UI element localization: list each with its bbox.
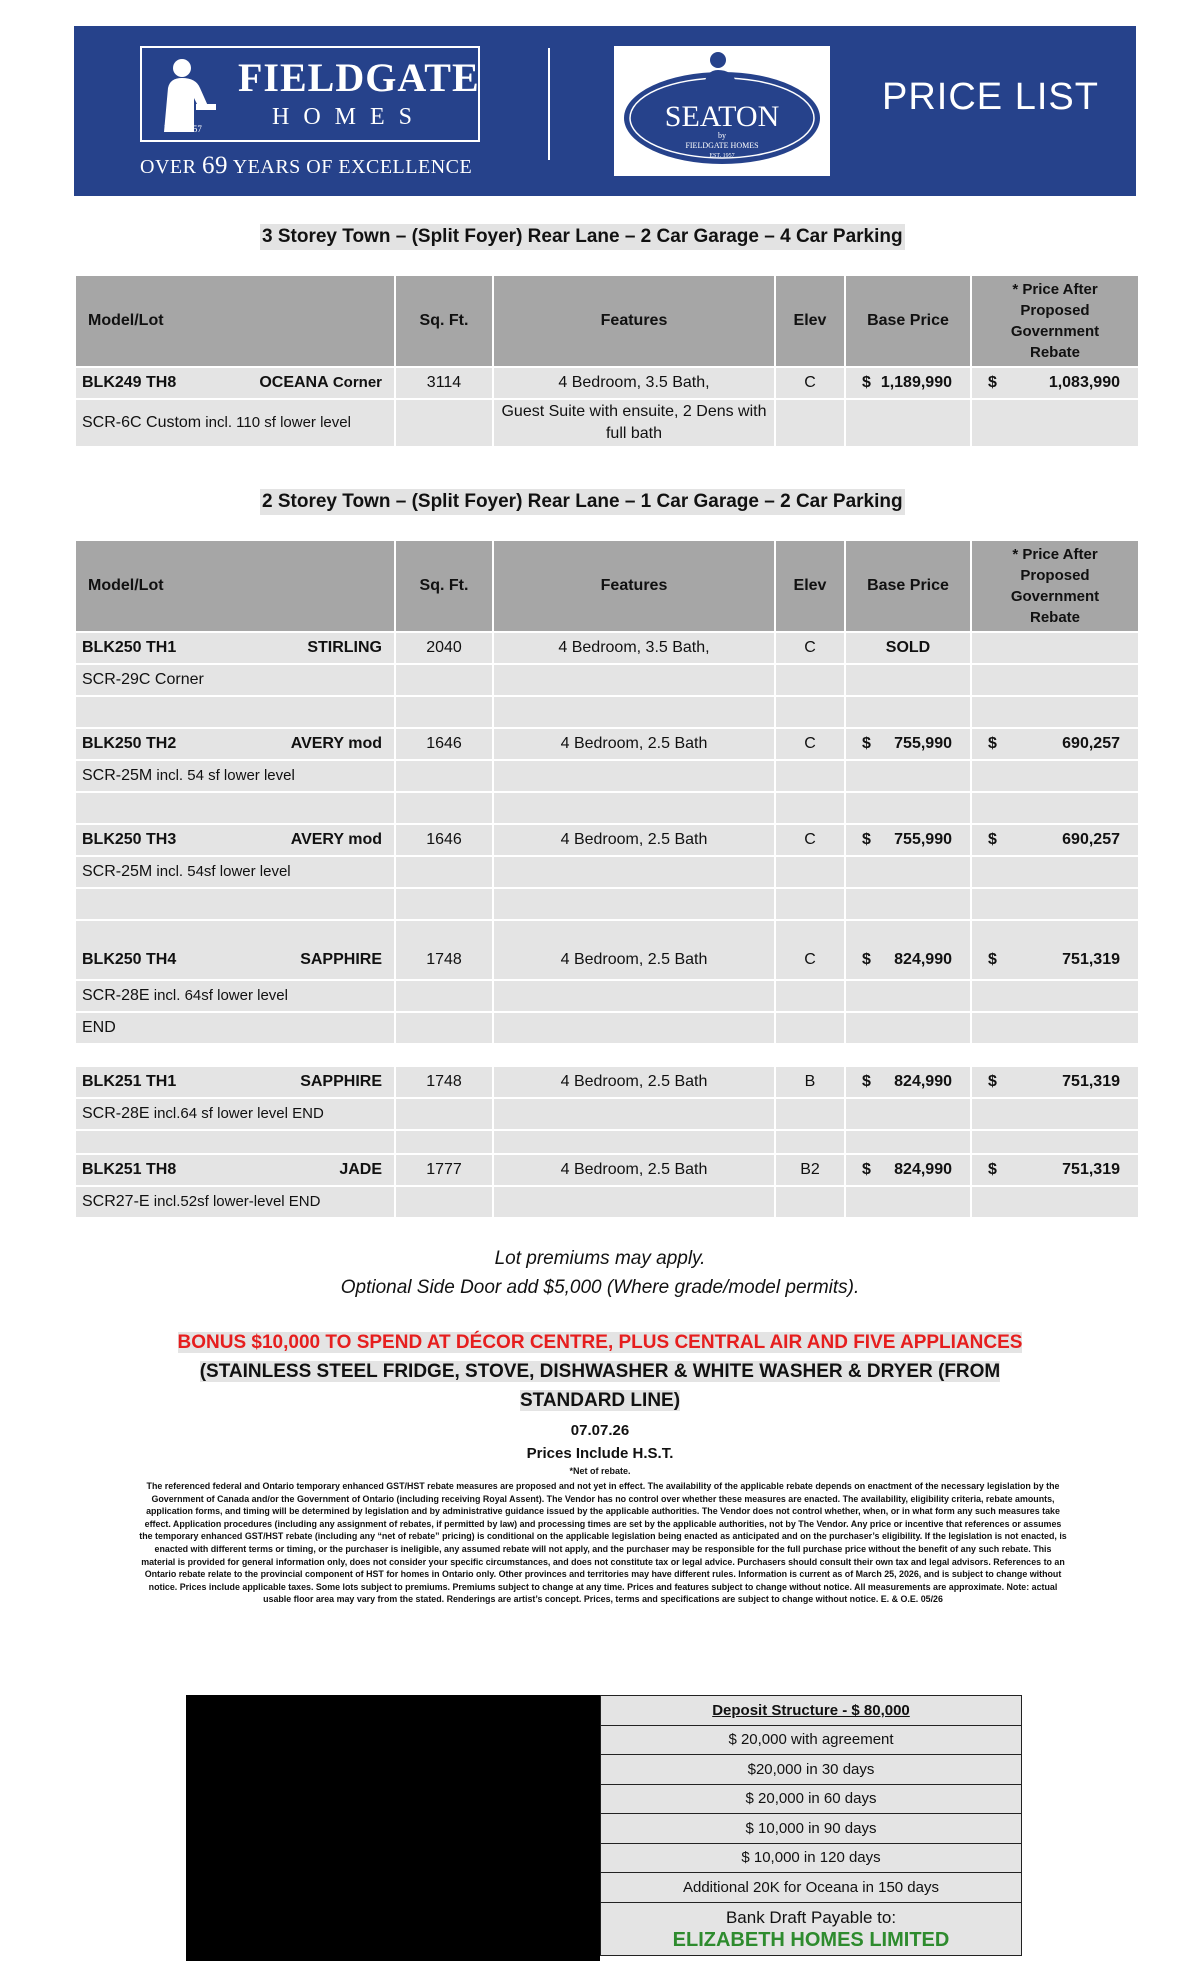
features-value: 4 Bedroom, 2.5 Bath	[494, 921, 774, 979]
sqft-value: 1646	[396, 825, 492, 855]
table-row: BLK250 TH4 SAPPHIRE 1748 4 Bedroom, 2.5 Bath C $ 824,990 $ 751,319	[76, 921, 1138, 979]
model-code: SCR-25M incl. 54 sf lower level	[76, 761, 394, 791]
section1-table	[74, 274, 1140, 448]
bonus-details-line1: (STAINLESS STEEL FRIDGE, STOVE, DISHWASHER & WHITE WASHER & DRYER (FROM	[199, 1361, 1001, 1382]
table-row	[76, 665, 1138, 695]
seaton-by: by	[718, 131, 726, 140]
model-name: SAPPHIRE	[300, 951, 382, 968]
sqft-value: 1748	[396, 1067, 492, 1097]
deposit-title: Deposit Structure - $ 80,000	[601, 1696, 1022, 1726]
legal-disclaimer: The referenced federal and Ontario temporary enhanced GST/HST rebate measures are proposed and not yet in effect. The availability of the applicable rebate depends on enactment of the necessary legislation by the Government of Canada and/or the Government of Ontario (including receiving Royal Assent). The Vendor has no control over whether these measures are enacted. The availability, eligibility criteria, rebate amounts, application forms, and timing will be determined by legislation and by administrative guidance issued by the applicable authorities. The Vendor does not control whether, when, or in what form any such measures take effect. Application procedures (including any assignment of rebates, if permitted by law) and processing times are set by the applicable authorities, not by The Vendor. Any price or incentive that references or assumes the temporary enhanced GST/HST rebate (including any “net of rebate” pricing) is conditional on the applicable legislation being enacted as anticipated and on the purchaser’s eligibility. If the legislation is not enacted, is enacted with different terms or timing, or the purchaser is ineligible, any assumed rebate will not apply, and the purchaser may be responsible for the full purchase price without the benefit of any such rebate. This material is provided for general information only, does not consider your specific circumstances, and does not constitute tax or legal advice. Purchasers should consult their own tax and legal advisors. References to an Ontario rebate relate to the provincial component of HST for homes in Ontario only. Other provinces and territories may have different rules. Information is current as of March 25, 2026, and is subject to change without notice. Prices include applicable taxes. Some lots subject to premiums. Premiums subject to change at any time. Prices and features subject to change without notice. All measurements are approximate. Note: actual usable floor area may vary from the stated. Renderings are artist’s concept. Prices, terms and specifications are subject to change without notice. E. & O.E. 05/26	[139, 1481, 1067, 1605]
col-base-price: Base Price	[846, 276, 970, 366]
lot-premiums-note: Lot premiums may apply.	[494, 1248, 706, 1269]
table-row	[76, 981, 1138, 1011]
col-model-lot: Model/Lot	[76, 276, 394, 366]
base-price: 1,189,990	[880, 374, 952, 391]
rebate-price: 751,319	[1062, 1161, 1120, 1178]
lot-id: BLK251 TH1	[82, 1073, 177, 1090]
seaton-logo	[614, 46, 830, 176]
sqft-value: 1748	[396, 921, 492, 979]
model-code: SCR27-E incl.52sf lower-level END	[76, 1187, 394, 1217]
fieldgate-logo	[140, 46, 480, 186]
model-code: SCR-6C Custom incl. 110 sf lower level	[76, 400, 394, 446]
model-code: SCR-25M incl. 54sf lower level	[76, 857, 394, 887]
lot-id: BLK250 TH2	[82, 735, 177, 752]
deposit-row: Additional 20K for Oceana in 150 days	[601, 1873, 1022, 1903]
col-model-lot: Model/Lot	[76, 541, 394, 631]
deposit-row: $20,000 in 30 days	[601, 1755, 1022, 1785]
model-name: JADE	[339, 1161, 382, 1178]
col-rebate-price: * Price After Proposed Government Rebate	[972, 276, 1138, 366]
seaton-sub: FIELDGATE HOMES	[685, 141, 759, 150]
rebate-price: 751,319	[1062, 951, 1120, 968]
model-name: AVERY mod	[290, 831, 382, 848]
seaton-emblem	[614, 46, 830, 176]
col-features: Features	[494, 541, 774, 631]
col-elev: Elev	[776, 276, 844, 366]
page-title: PRICE LIST	[882, 76, 1099, 118]
table-row	[76, 1187, 1138, 1217]
col-sqft: Sq. Ft.	[396, 541, 492, 631]
elev-value: B2	[776, 1155, 844, 1185]
elev-value: C	[776, 729, 844, 759]
sqft-value: 1777	[396, 1155, 492, 1185]
table-row: BLK251 TH1 SAPPHIRE 1748 4 Bedroom, 2.5 Bath B $ 824,990 $ 751,319	[76, 1067, 1138, 1097]
deposit-row: $ 20,000 in 60 days	[601, 1784, 1022, 1814]
features-value: 4 Bedroom, 2.5 Bath	[494, 1155, 774, 1185]
table-row	[76, 857, 1138, 887]
seaton-est: EST. 1957	[709, 153, 735, 159]
table-row	[76, 1013, 1138, 1043]
lot-id: BLK250 TH1	[82, 639, 177, 656]
model-name: STIRLING	[307, 639, 382, 656]
col-base-price: Base Price	[846, 541, 970, 631]
model-code: SCR-28E incl. 64sf lower level	[76, 981, 394, 1011]
base-price: 755,990	[894, 735, 952, 752]
fieldgate-est: EST. 1957	[164, 124, 202, 134]
col-features: Features	[494, 276, 774, 366]
section2-table	[74, 539, 1140, 1219]
spacer-row	[76, 1131, 1138, 1153]
net-rebate-note: *Net of rebate.	[569, 1466, 631, 1476]
redacted-block	[186, 1695, 600, 1961]
rebate-price: 690,257	[1062, 735, 1120, 752]
deposit-row: $ 10,000 in 120 days	[601, 1843, 1022, 1873]
features-value: 4 Bedroom, 3.5 Bath,	[494, 368, 774, 398]
model-code: SCR-29C Corner	[76, 665, 394, 695]
payable-label: Bank Draft Payable to:	[725, 1907, 897, 1927]
model-name: AVERY mod	[290, 735, 382, 752]
fieldgate-tagline: OVER 69 YEARS OF EXCELLENCE	[140, 152, 473, 179]
features-value: 4 Bedroom, 3.5 Bath,	[494, 633, 774, 663]
col-sqft: Sq. Ft.	[396, 276, 492, 366]
date-stamp: 07.07.26	[570, 1422, 630, 1439]
model-name: SAPPHIRE	[300, 1073, 382, 1090]
base-price: 824,990	[894, 951, 952, 968]
spacer-row	[76, 889, 1138, 919]
features-value: 4 Bedroom, 2.5 Bath	[494, 825, 774, 855]
elev-value: C	[776, 921, 844, 979]
rebate-price: 751,319	[1062, 1073, 1120, 1090]
table-row: BLK249 TH8 OCEANA Corner 3114 4 Bedroom, 3.5 Bath, C $ 1,189,990 $ 1,083,990	[76, 368, 1138, 398]
fieldgate-homes-wordmark: HOMES	[272, 104, 427, 130]
header-banner	[74, 26, 1136, 196]
model-name: OCEANA Corner	[259, 374, 382, 391]
spacer-row	[76, 697, 1138, 727]
features-value: Guest Suite with ensuite, 2 Dens with full bath	[494, 400, 774, 446]
craftsman-figure-icon	[150, 54, 220, 134]
bonus-details-line2: STANDARD LINE)	[519, 1390, 681, 1411]
bonus-headline: BONUS $10,000 TO SPEND AT DÉCOR CENTRE, PLUS CENTRAL AIR AND FIVE APPLIANCES	[177, 1332, 1023, 1353]
payable-to: ELIZABETH HOMES LIMITED	[672, 1928, 950, 1951]
section1-heading: 3 Storey Town – (Split Foyer) Rear Lane – 2 Car Garage – 4 Car Parking	[260, 224, 905, 250]
fieldgate-wordmark: FIELDGATE	[238, 55, 480, 100]
fieldgate-logo-box	[140, 46, 480, 142]
sqft-value: 2040	[396, 633, 492, 663]
table-row: BLK250 TH3 AVERY mod 1646 4 Bedroom, 2.5 Bath C $ 755,990 $ 690,257	[76, 825, 1138, 855]
features-value: 4 Bedroom, 2.5 Bath	[494, 729, 774, 759]
elev-value: C	[776, 368, 844, 398]
lot-id: BLK250 TH4	[82, 951, 177, 968]
header-divider	[548, 48, 550, 160]
base-price: SOLD	[846, 633, 970, 663]
base-price: 824,990	[894, 1073, 952, 1090]
table-row: BLK251 TH8 JADE 1777 4 Bedroom, 2.5 Bath B2 $ 824,990 $ 751,319	[76, 1155, 1138, 1185]
spacer-row	[76, 793, 1138, 823]
elev-value: C	[776, 825, 844, 855]
table-row	[76, 633, 1138, 663]
table-row	[76, 400, 1138, 446]
gap-row	[76, 1045, 1138, 1065]
lot-id: BLK249 TH8	[82, 374, 177, 391]
sqft-value: 1646	[396, 729, 492, 759]
table-row	[76, 761, 1138, 791]
deposit-row: $ 20,000 with agreement	[601, 1725, 1022, 1755]
features-value: 4 Bedroom, 2.5 Bath	[494, 1067, 774, 1097]
elev-value: B	[776, 1067, 844, 1097]
deposit-structure-table	[600, 1695, 1022, 1956]
table-row	[76, 1099, 1138, 1129]
deposit-row: $ 10,000 in 90 days	[601, 1814, 1022, 1844]
payable-cell	[601, 1902, 1022, 1955]
end-label: END	[76, 1013, 394, 1043]
col-elev: Elev	[776, 541, 844, 631]
base-price: 824,990	[894, 1161, 952, 1178]
rebate-price: 1,083,990	[1048, 374, 1120, 391]
sqft-value: 3114	[396, 368, 492, 398]
col-rebate-price: * Price After Proposed Government Rebate	[972, 541, 1138, 631]
seaton-wordmark: SEATON	[664, 100, 780, 133]
lot-id: BLK250 TH3	[82, 831, 177, 848]
rebate-price: 690,257	[1062, 831, 1120, 848]
section2-heading: 2 Storey Town – (Split Foyer) Rear Lane – 1 Car Garage – 2 Car Parking	[260, 489, 905, 515]
table-row: BLK250 TH2 AVERY mod 1646 4 Bedroom, 2.5 Bath C $ 755,990 $ 690,257	[76, 729, 1138, 759]
side-door-note: Optional Side Door add $5,000 (Where grade/model permits).	[340, 1277, 860, 1298]
hst-note: Prices Include H.S.T.	[526, 1445, 674, 1462]
lot-id: BLK251 TH8	[82, 1161, 177, 1178]
model-code: SCR-28E incl.64 sf lower level END	[76, 1099, 394, 1129]
elev-value: C	[776, 633, 844, 663]
base-price: 755,990	[894, 831, 952, 848]
